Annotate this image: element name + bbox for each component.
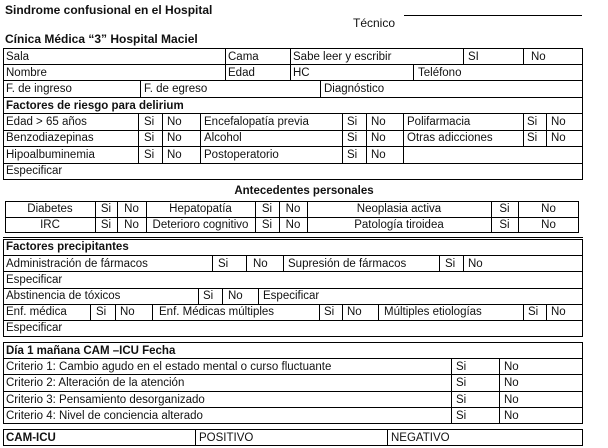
- risk-especificar-field[interactable]: Especificar: [6, 165, 63, 177]
- hc-field[interactable]: HC: [293, 67, 310, 79]
- divider: [387, 429, 388, 446]
- sabe-leer-si-option[interactable]: SI: [468, 51, 479, 63]
- ant-deterioro-label: Deterioro cognitivo: [152, 219, 249, 231]
- divider: [523, 113, 524, 146]
- cam-criterio-3-si[interactable]: Si: [456, 394, 467, 406]
- risk-alcohol-si[interactable]: Si: [347, 132, 358, 144]
- ant-diabetes-no[interactable]: No: [124, 203, 139, 215]
- antecedentes-title: Antecedentes personales: [234, 185, 374, 197]
- risk-hipoalbuminemia-si[interactable]: Si: [144, 149, 155, 161]
- divider: [222, 288, 223, 304]
- risk-hipoalbuminemia-no[interactable]: No: [167, 149, 182, 161]
- divider: [3, 255, 583, 256]
- risk-polifarmacia-label: Polifarmacia: [407, 116, 471, 128]
- divider: [499, 358, 500, 424]
- ant-tiroidea-si[interactable]: Si: [499, 219, 510, 231]
- ant-irc-label: IRC: [40, 219, 60, 231]
- risk-factors-title: Factores de riesgo para delirium: [6, 100, 184, 112]
- prec-enf-multiples-si[interactable]: Si: [324, 306, 335, 318]
- prec-admin-no[interactable]: No: [253, 258, 268, 270]
- risk-postoperatorio-no[interactable]: No: [371, 149, 386, 161]
- prec-admin-si[interactable]: Si: [218, 258, 229, 270]
- diagnostico-field[interactable]: Diagnóstico: [324, 83, 385, 95]
- telefono-field[interactable]: Teléfono: [418, 67, 462, 79]
- ant-irc-si[interactable]: Si: [100, 219, 112, 231]
- cam-icu-result-label: CAM-ICU: [6, 432, 56, 444]
- ant-diabetes-label: Diabetes: [27, 203, 73, 215]
- sabe-leer-label: Sabe leer y escribir: [293, 51, 392, 63]
- divider: [138, 113, 139, 163]
- ant-tiroidea-no[interactable]: No: [541, 219, 556, 231]
- prec-multiples-etiologias-no[interactable]: No: [551, 306, 566, 318]
- ant-irc-no[interactable]: No: [124, 219, 139, 231]
- cam-criterio-2-si[interactable]: Si: [456, 377, 467, 389]
- risk-edad-label: Edad > 65 años: [6, 116, 87, 128]
- risk-edad-no[interactable]: No: [167, 116, 182, 128]
- divider: [90, 304, 91, 320]
- prec-abstinencia-no[interactable]: No: [228, 290, 243, 302]
- divider: [3, 64, 583, 65]
- prec-supresion-si[interactable]: Si: [445, 258, 456, 270]
- divider: [3, 320, 583, 321]
- risk-otras-adicciones-no[interactable]: No: [551, 132, 566, 144]
- cam-icu-negativo-option[interactable]: NEGATIVO: [391, 432, 450, 444]
- prec-abstinencia-label: Abstinencia de tóxicos: [6, 290, 121, 302]
- risk-encefalopatia-label: Encefalopatía previa: [204, 116, 309, 128]
- fecha-egreso-field[interactable]: F. de egreso: [144, 83, 208, 95]
- risk-benzodiazepinas-si[interactable]: Si: [144, 132, 155, 144]
- risk-polifarmacia-no[interactable]: No: [551, 116, 566, 128]
- risk-alcohol-no[interactable]: No: [371, 132, 386, 144]
- prec-enf-multiples-label: Enf. Médicas múltiples: [159, 306, 275, 318]
- prec-multiples-etiologias-label: Múltiples etiologías: [384, 306, 482, 318]
- ant-deterioro-no[interactable]: No: [285, 219, 301, 231]
- divider: [283, 255, 284, 271]
- divider: [162, 113, 163, 163]
- risk-otras-adicciones-si[interactable]: Si: [527, 132, 538, 144]
- ant-hepatopatia-si[interactable]: Si: [261, 203, 273, 215]
- divider: [3, 80, 583, 81]
- divider: [212, 255, 213, 271]
- divider: [140, 80, 141, 97]
- ant-neoplasia-no[interactable]: No: [541, 203, 556, 215]
- ant-diabetes-si[interactable]: Si: [100, 203, 112, 215]
- divider: [523, 48, 524, 64]
- risk-hipoalbuminemia-label: Hipoalbuminemia: [6, 149, 95, 161]
- divider: [290, 48, 291, 81]
- ant-deterioro-si[interactable]: Si: [261, 219, 273, 231]
- divider: [152, 304, 153, 320]
- clinic-title: Cínica Médica “3” Hospital Maciel: [5, 32, 198, 46]
- prec-enf-multiples-no[interactable]: No: [347, 306, 362, 318]
- divider: [3, 407, 583, 408]
- divider: [320, 80, 321, 97]
- fecha-ingreso-field[interactable]: F. de ingreso: [6, 83, 72, 95]
- cam-criterio-1-label: Criterio 1: Cambio agudo en el estado mental o curso fluctuante: [6, 361, 332, 373]
- cam-criterio-1-si[interactable]: Si: [456, 361, 467, 373]
- tecnico-signature-line[interactable]: [404, 15, 582, 16]
- divider: [3, 113, 583, 114]
- cam-criterio-1-no[interactable]: No: [504, 361, 519, 373]
- risk-benzodiazepinas-no[interactable]: No: [167, 132, 182, 144]
- prec-enf-medica-si[interactable]: Si: [96, 306, 107, 318]
- cama-field[interactable]: Cama: [228, 51, 259, 63]
- ant-neoplasia-si[interactable]: Si: [499, 203, 510, 215]
- prec-enf-medica-label: Enf. médica: [6, 306, 67, 318]
- divider: [342, 304, 343, 320]
- divider: [3, 391, 583, 392]
- divider: [463, 48, 464, 64]
- divider: [451, 358, 452, 424]
- cam-icu-result-table: [3, 429, 583, 446]
- risk-edad-si[interactable]: Si: [144, 116, 155, 128]
- divider: [523, 304, 524, 320]
- ant-neoplasia-label: Neoplasia activa: [356, 203, 442, 215]
- risk-postoperatorio-label: Postoperatorio: [204, 149, 279, 161]
- prec-enf-medica-no[interactable]: No: [120, 306, 135, 318]
- form-title: Sindrome confusional en el Hospital: [5, 3, 213, 17]
- risk-alcohol-label: Alcohol: [204, 132, 242, 144]
- cam-icu-positivo-option[interactable]: POSITIVO: [199, 432, 254, 444]
- tecnico-label: Técnico: [353, 16, 396, 30]
- divider: [413, 64, 414, 80]
- prec-supresion-no[interactable]: No: [468, 258, 483, 270]
- risk-benzodiazepinas-label: Benzodiazepinas: [6, 132, 94, 144]
- risk-otras-adicciones-label: Otras adicciones: [407, 132, 493, 144]
- divider: [366, 113, 367, 163]
- prec-supresion-label: Supresión de fármacos: [288, 258, 407, 270]
- sabe-leer-no-option[interactable]: No: [531, 51, 546, 63]
- cam-criterio-4-no[interactable]: No: [504, 410, 519, 422]
- prec-abstinencia-si[interactable]: Si: [203, 290, 214, 302]
- cam-criterio-4-label: Criterio 4: Nivel de conciencia alterado: [6, 410, 203, 422]
- divider: [3, 374, 583, 375]
- divider: [546, 304, 547, 320]
- divider: [115, 304, 116, 320]
- divider: [319, 304, 320, 320]
- risk-polifarmacia-si[interactable]: Si: [527, 116, 538, 128]
- divider: [403, 113, 404, 163]
- divider: [200, 113, 201, 163]
- section-divider: [3, 237, 583, 238]
- ant-tiroidea-label: Patología tiroidea: [354, 219, 444, 231]
- precipitantes-title: Factores precipitantes: [6, 241, 129, 253]
- divider: [439, 255, 440, 271]
- risk-encefalopatia-no[interactable]: No: [371, 116, 386, 128]
- divider: [3, 163, 583, 164]
- divider: [342, 113, 343, 163]
- divider: [195, 429, 196, 446]
- divider: [463, 255, 464, 271]
- divider: [546, 113, 547, 146]
- cam-criterio-3-no[interactable]: No: [504, 394, 519, 406]
- prec-especificar-field[interactable]: Especificar: [6, 274, 63, 286]
- ant-hepatopatia-label: Hepatopatía: [169, 203, 232, 215]
- divider: [3, 271, 583, 272]
- divider: [258, 288, 259, 304]
- divider: [225, 48, 226, 81]
- cam-icu-title: Día 1 mañana CAM –ICU Fecha: [6, 345, 176, 357]
- divider: [198, 288, 199, 304]
- ant-hepatopatia-no[interactable]: No: [285, 203, 301, 215]
- risk-encefalopatia-si[interactable]: Si: [347, 116, 358, 128]
- divider: [246, 255, 247, 271]
- prec-admin-label: Administración de fármacos: [6, 258, 148, 270]
- cam-criterio-2-no[interactable]: No: [504, 377, 519, 389]
- nombre-field[interactable]: Nombre: [6, 67, 47, 79]
- divider: [3, 358, 583, 359]
- divider: [378, 304, 379, 320]
- sala-field[interactable]: Sala: [6, 51, 30, 63]
- prec-multiples-etiologias-si[interactable]: Si: [528, 306, 539, 318]
- divider: [3, 146, 583, 147]
- cam-criterio-3-label: Criterio 3: Pensamiento desorganizado: [6, 394, 205, 406]
- risk-postoperatorio-si[interactable]: Si: [347, 149, 358, 161]
- prec-enf-especificar-field[interactable]: Especificar: [6, 322, 63, 334]
- cam-criterio-4-si[interactable]: Si: [456, 410, 467, 422]
- edad-field[interactable]: Edad: [228, 67, 255, 79]
- cam-criterio-2-label: Criterio 2: Alteración de la atención: [6, 377, 185, 389]
- prec-abstinencia-especificar-field[interactable]: Especificar: [263, 290, 320, 302]
